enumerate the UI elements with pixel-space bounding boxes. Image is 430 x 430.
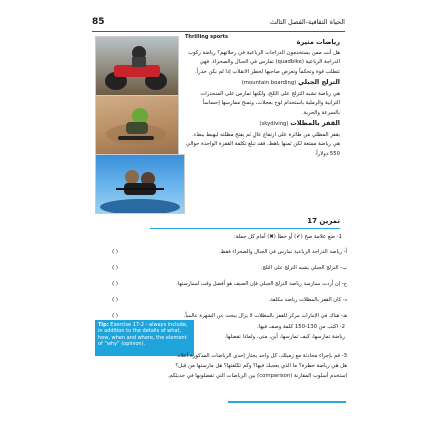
subheading-mountain-boarding: التزلج الجبلي [298,78,340,86]
exercise-instruction: 1- ضع علامة صح (✔) أو خطأ (✖) أمام كل جملة: [233,234,342,240]
subheading-skydiving: القفز بالمظلات [290,119,340,127]
exercise-title: تمرين 17 [150,217,340,229]
answer-box[interactable]: ( ) [112,313,119,319]
list-item [92,295,347,311]
subheading-mountain-boarding-en: (mountain boarding) [241,80,297,86]
tip-text: Exercise 17-2 - always include, in addition to the details of what, how, when and where, the element of “why” (opinion). [98,322,188,348]
bottom-divider [228,401,346,403]
answer-box[interactable]: ( ) [112,265,119,271]
list-item [92,247,347,263]
conversation-question-line-3: استخدم أسلوب المقارنة (comparison) بين الرياضات التي تفضلونها في حديثكم. [167,373,347,379]
list-item [92,279,347,295]
quadbike-photo [95,36,179,96]
mountain-boarding-photo [95,95,179,155]
statement-text: ب- التزلج الجبلي يشبه التزلج على الثلج. [260,265,347,271]
statement-text: ج- إن أردت ممارسة رياضة التزلج الجبلي فإن الصيف هو أفضل وقت لممارستها. [176,281,347,287]
page-header [92,17,345,32]
article-body [185,38,340,160]
list-item [92,263,347,279]
subheading-skydiving-en: (skydiving) [259,121,289,127]
paragraph-quadbike: هل أنت ممن يستخدمون الدراجات الرباعية في رحلاتهم؟ رياضة ركوب الدراجة الرباعية (quadbike) تمارس في الجبال والصحراء. فهي تتطلب قوة وتحكماً وتعرض صاحبها لخطر الانقلاب إذا لم يكن حذراً. [188,49,340,75]
true-false-list [92,247,347,327]
paragraph-skydiving: يقفز المظلي من طائرة على ارتفاع عالٍ ثم يفتح مظلته ليهبط ببطء. هي رياضة ممتعة لكن ثمنها باهظ، فقد تبلغ تكلفة القفزة الواحدة حوالي 550 دولاراً. [185,131,340,157]
skydiving-photo [95,154,185,214]
tip-label: Tip: [98,322,109,328]
writing-question-line-2: رياضة تمارسها، كيف تمارسها، أين، متى، ولماذا تفضلها. [224,334,345,340]
answer-box[interactable]: ( ) [112,297,119,303]
statement-text: هـ- هناك في الإمارات مركز للقفز بالمظلات لا يزال يبحث عن الشهرة عالمياً. [183,313,347,319]
statement-text: د- كان القفز بالمظلات رياضة مكلفة. [268,297,347,303]
section-heading-en: Thrilling sports [185,34,228,40]
page-number: 85 [92,17,105,27]
writing-question [200,322,345,342]
conversation-question-line-2: هل هي رياضة خطرة؟ ما الذي يعجبك فيها؟ وكم تكلفتها؟ هل مارستها من قبل؟ [175,363,347,369]
chapter-title: الحياة الثقافية-الفصل الثالث [269,18,345,26]
answer-box[interactable]: ( ) [112,249,119,255]
writing-question-line-1: 2- اكتب من 130-150 كلمة وصف فيها: [257,324,345,330]
conversation-question-line-1: 3- قم بإجراء محادثة مع زميلك، كل واحد يختار إحدى الرياضات المذكورة أعلاه. [176,353,347,359]
statement-text: أ- رياضة الدراجة الرباعية تمارس في الجبال والصحراء فقط. [219,249,347,255]
answer-box[interactable]: ( ) [112,281,119,287]
section-heading: رياضات مثيرة [296,38,340,46]
conversation-question [92,351,347,381]
paragraph-mountain-boarding: هي رياضة تشبه التزلج على الثلج، ولكنها تمارس على المنحدرات الترابية والرملية باستخدام لوح بعجلات، وتمنح ممارسها إحساساً بالسرعة والحرية. [200,90,340,116]
